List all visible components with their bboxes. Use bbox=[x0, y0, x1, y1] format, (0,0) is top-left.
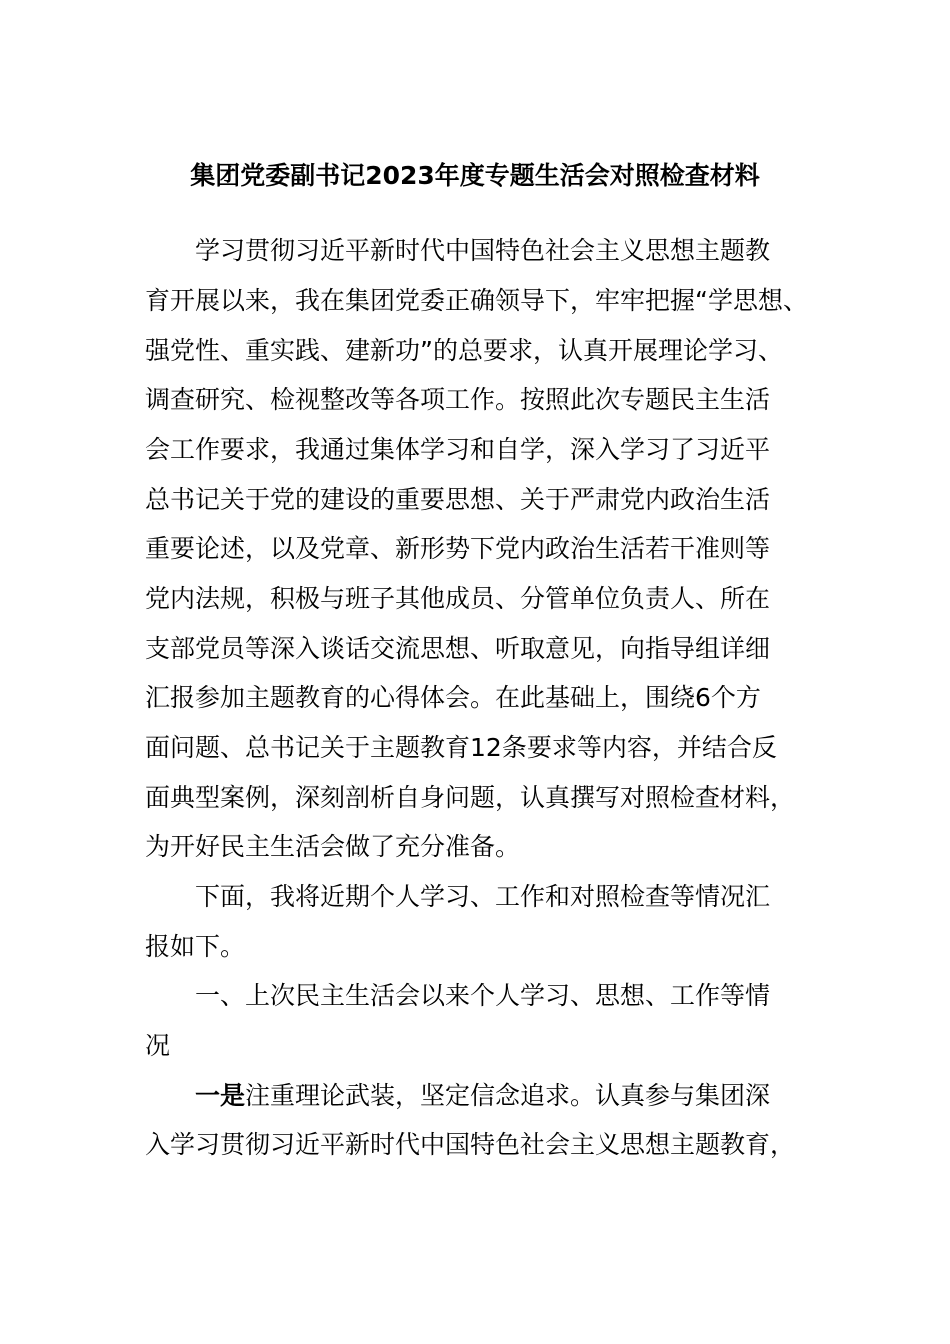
paragraph-1-line-1: 学习贯彻习近平新时代中国特色社会主义思想主题教 bbox=[195, 236, 771, 265]
paragraph-1-line-10: 汇报参加主题教育的心得体会。在此基础上，围绕6个方 bbox=[145, 683, 761, 712]
paragraph-1-line-2: 育开展以来，我在集团党委正确领导下，牢牢把握“学思想、 bbox=[145, 286, 808, 315]
paragraph-1-line-9: 支部党员等深入谈话交流思想、听取意见，向指导组详细 bbox=[145, 634, 771, 663]
document-title: 集团党委副书记2023年度专题生活会对照检查材料 bbox=[190, 161, 760, 190]
paragraph-1-line-4: 调查研究、检视整改等各项工作。按照此次专题民主生活 bbox=[145, 385, 771, 414]
section-heading-line-1: 一、上次民主生活会以来个人学习、思想、工作等情 bbox=[195, 981, 771, 1010]
paragraph-1-line-8: 党内法规，积极与班子其他成员、分管单位负责人、所在 bbox=[145, 584, 771, 613]
paragraph-2-line-2: 报如下。 bbox=[145, 932, 246, 961]
paragraph-1-line-13: 为开好民主生活会做了充分准备。 bbox=[145, 832, 521, 861]
paragraph-1-line-7: 重要论述，以及党章、新形势下党内政治生活若干准则等 bbox=[145, 534, 771, 563]
paragraph-1-line-11: 面问题、总书记关于主题教育12条要求等内容，并结合反 bbox=[145, 733, 777, 762]
paragraph-3-line-1 bbox=[195, 1079, 770, 1113]
paragraph-1-line-12: 面典型案例，深刻剖析自身问题，认真撰写对照检查材料， bbox=[145, 783, 796, 812]
paragraph-3-lead: 一是 bbox=[195, 1081, 246, 1110]
paragraph-1-line-3: 强党性、重实践、建新功”的总要求，认真开展理论学习、 bbox=[145, 336, 783, 365]
paragraph-3-line-1-text: 注重理论武装，坚定信念追求。认真参与集团深 bbox=[245, 1081, 771, 1110]
paragraph-2-line-1: 下面，我将近期个人学习、工作和对照检查等情况汇 bbox=[195, 882, 771, 911]
paragraph-1-line-6: 总书记关于党的建设的重要思想、关于严肃党内政治生活 bbox=[145, 485, 771, 514]
paragraph-1-line-5: 会工作要求，我通过集体学习和自学，深入学习了习近平 bbox=[145, 435, 771, 464]
section-heading-line-2: 况 bbox=[145, 1031, 171, 1060]
paragraph-3-line-2: 入学习贯彻习近平新时代中国特色社会主义思想主题教育， bbox=[145, 1130, 796, 1159]
